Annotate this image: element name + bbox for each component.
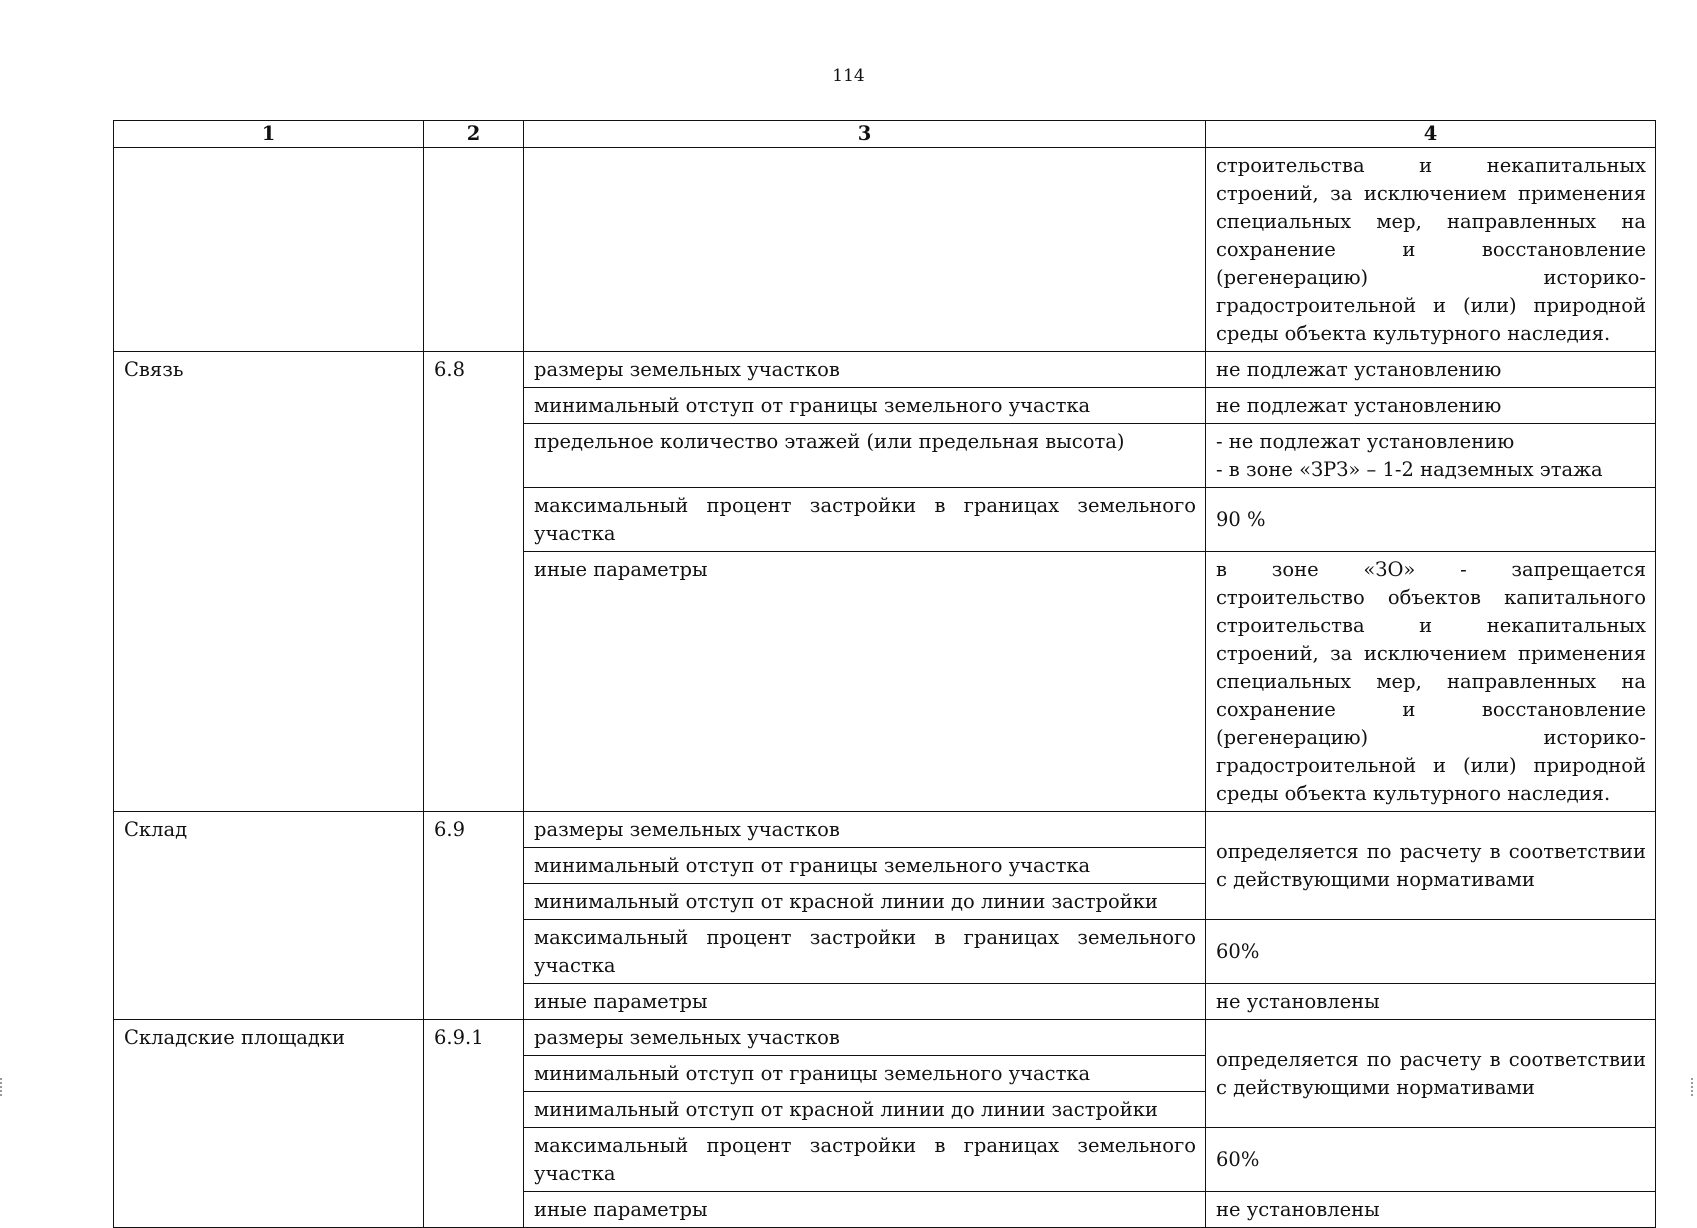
cell-empty: [424, 148, 524, 352]
merged-param-value: определяется по расчету в соответствии с действующими нормативами: [1206, 1020, 1656, 1128]
merged-param-value: определяется по расчету в соответствии с действующими нормативами: [1206, 812, 1656, 920]
param-name: минимальный отступ от красной линии до линии застройки: [524, 884, 1206, 920]
param-value: не установлены: [1206, 1192, 1656, 1228]
param-value: не подлежат установлению: [1206, 388, 1656, 424]
param-name: предельное количество этажей (или предельная высота): [524, 424, 1206, 488]
continuation-value: строительства и некапитальных строений, за исключением применения специальных мер, направленных на сохранение и восстановление (регенерацию) историко-градостроительной и (или) природной среды объекта культурного наследия.: [1206, 148, 1656, 352]
table-row: [114, 812, 1656, 848]
use-type-name: Склад: [114, 812, 424, 1020]
use-type-code: 6.8: [424, 352, 524, 812]
use-type-name: Складские площадки: [114, 1020, 424, 1228]
param-value: не установлены: [1206, 984, 1656, 1020]
table-row: [114, 352, 1656, 388]
header-col-1: 1: [114, 121, 424, 148]
param-name: минимальный отступ от границы земельного участка: [524, 388, 1206, 424]
param-name: иные параметры: [524, 552, 1206, 812]
param-value: 60%: [1206, 920, 1656, 984]
table-row: [114, 1020, 1656, 1056]
param-value: 60%: [1206, 1128, 1656, 1192]
page-number: 114: [832, 66, 865, 86]
param-value: 90 %: [1206, 488, 1656, 552]
cell-empty: [114, 148, 424, 352]
param-name: размеры земельных участков: [524, 812, 1206, 848]
table-row: [114, 148, 1656, 352]
value-line: - в зоне «ЗРЗ» – 1-2 надземных этажа: [1216, 458, 1603, 481]
regulations-table: [113, 120, 1656, 1228]
param-name: минимальный отступ от границы земельного участка: [524, 848, 1206, 884]
param-value: не подлежат установлению: [1206, 352, 1656, 388]
value-line: - не подлежат установлению: [1216, 430, 1515, 453]
param-name: максимальный процент застройки в границах земельного участка: [524, 488, 1206, 552]
cell-empty: [524, 148, 1206, 352]
header-col-3: 3: [524, 121, 1206, 148]
use-type-code: 6.9: [424, 812, 524, 1020]
scan-edge-mark: [0, 1078, 4, 1096]
param-name: минимальный отступ от границы земельного участка: [524, 1056, 1206, 1092]
param-name: максимальный процент застройки в границах земельного участка: [524, 1128, 1206, 1192]
param-name: максимальный процент застройки в границах земельного участка: [524, 920, 1206, 984]
header-col-4: 4: [1206, 121, 1656, 148]
param-name: иные параметры: [524, 984, 1206, 1020]
param-value-multiline: [1206, 424, 1656, 488]
param-name: иные параметры: [524, 1192, 1206, 1228]
param-name: размеры земельных участков: [524, 1020, 1206, 1056]
scan-edge-mark: [1691, 1078, 1695, 1096]
header-col-2: 2: [424, 121, 524, 148]
header-row: [114, 121, 1656, 148]
use-type-code: 6.9.1: [424, 1020, 524, 1228]
use-type-name: Связь: [114, 352, 424, 812]
param-name: размеры земельных участков: [524, 352, 1206, 388]
param-value: в зоне «ЗО» - запрещается строительство объектов капитального строительства и некапитальных строений, за исключением применения специальных мер, направленных на сохранение и восстановление (регенерацию) историко-градостроительной и (или) природной среды объекта культурного наследия.: [1206, 552, 1656, 812]
param-name: минимальный отступ от красной линии до линии застройки: [524, 1092, 1206, 1128]
